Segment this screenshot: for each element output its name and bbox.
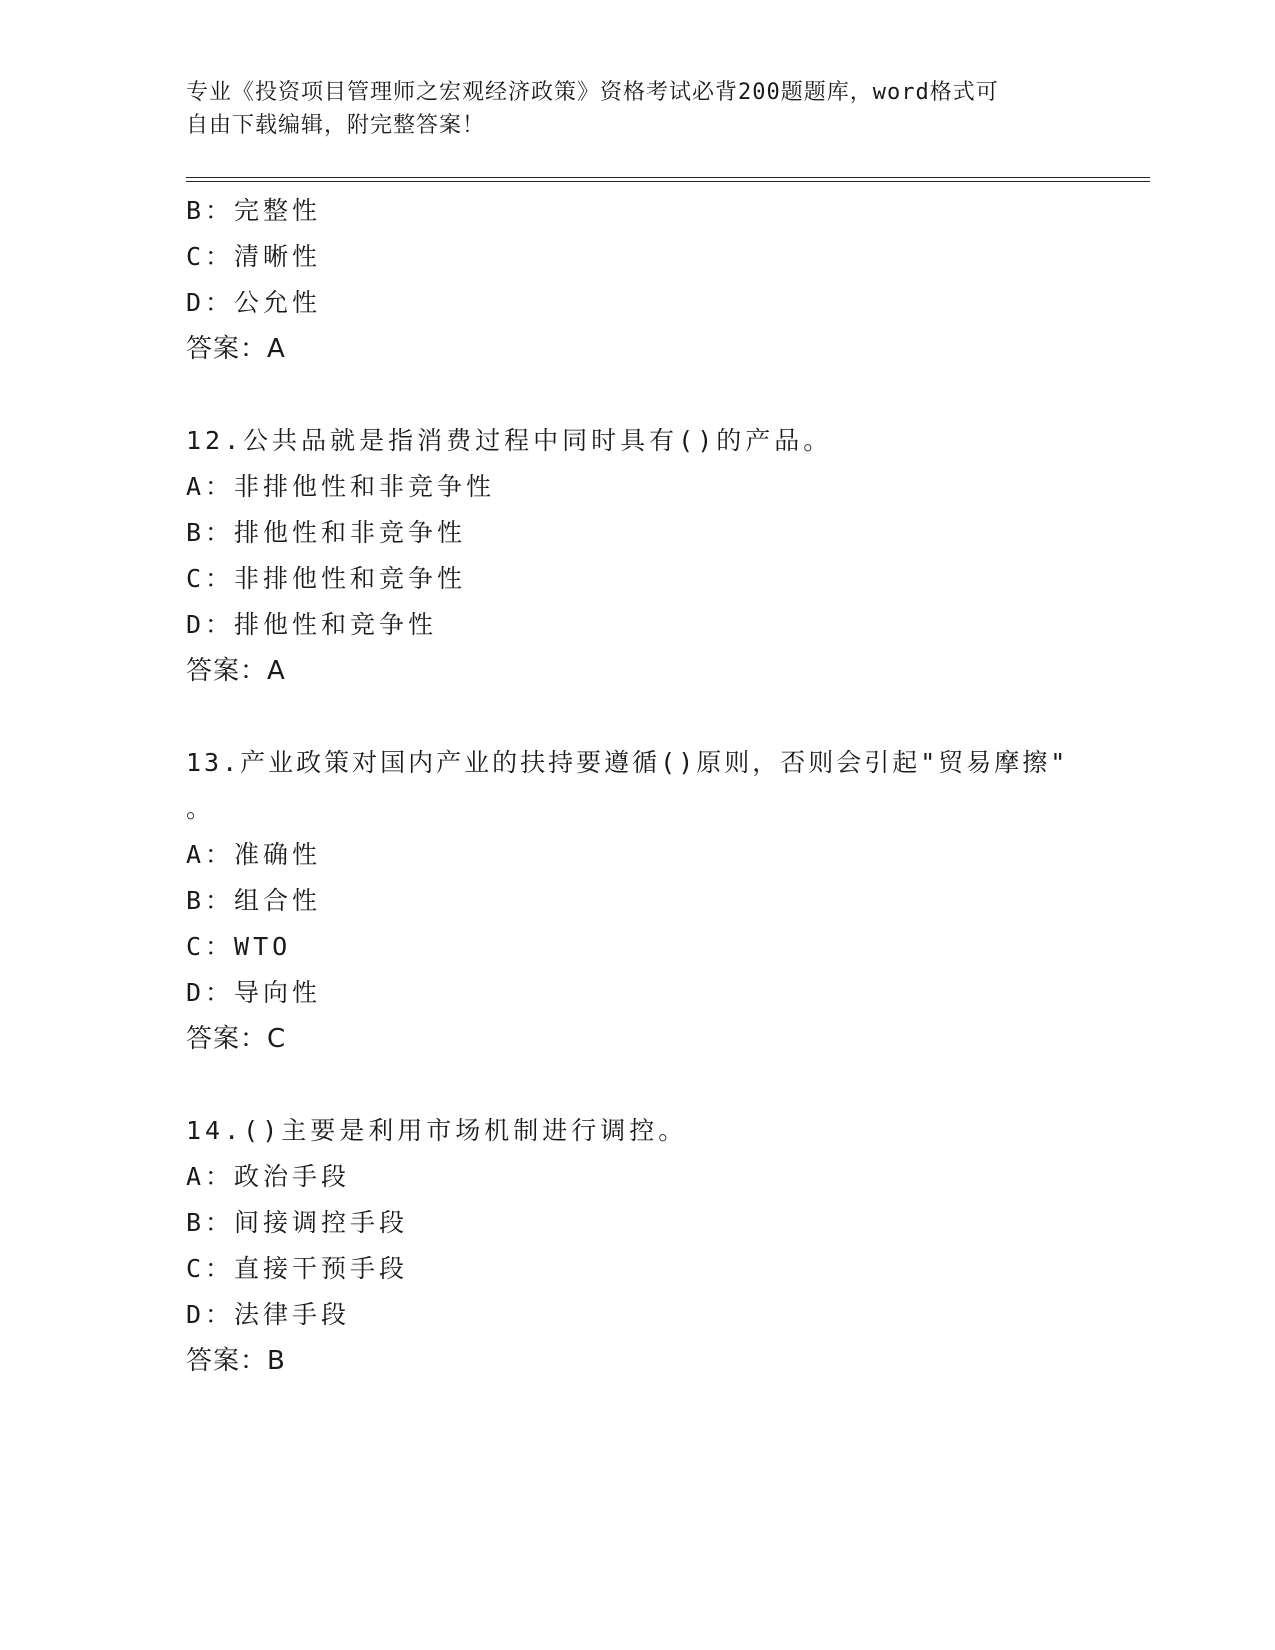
option-b: B：完整性 xyxy=(186,196,322,225)
answer-line: 答案：A xyxy=(186,334,286,364)
option-d: D：导向性 xyxy=(186,978,322,1007)
question-14 xyxy=(186,1108,1150,1384)
option-d: D：法律手段 xyxy=(186,1300,351,1329)
option-c: C：直接干预手段 xyxy=(186,1254,409,1283)
option-a: A：非排他性和非竞争性 xyxy=(186,472,496,501)
answer-line: 答案：C xyxy=(186,1024,287,1054)
answer-line: 答案：A xyxy=(186,656,286,686)
question-text: 13.产业政策对国内产业的扶持要遵循()原则，否则会引起"贸易摩擦" xyxy=(186,748,1069,777)
option-c: C：非排他性和竞争性 xyxy=(186,564,467,593)
question-13 xyxy=(186,740,1150,1062)
question-text: 14.()主要是利用市场机制进行调控。 xyxy=(186,1116,688,1145)
question-12 xyxy=(186,418,1150,694)
option-b: B：间接调控手段 xyxy=(186,1208,409,1237)
header-title-line-2: 自由下载编辑，附完整答案！ xyxy=(186,113,486,138)
document-header xyxy=(186,76,1086,142)
answer-line: 答案：B xyxy=(186,1346,286,1376)
option-b: B：组合性 xyxy=(186,886,322,915)
option-d: D：公允性 xyxy=(186,288,322,317)
question-text: 12.公共品就是指消费过程中同时具有()的产品。 xyxy=(186,426,833,455)
option-a: A：政治手段 xyxy=(186,1162,351,1191)
option-c: C：清晰性 xyxy=(186,242,322,271)
previous-question-continuation xyxy=(186,188,1150,372)
question-text-tail: 。 xyxy=(186,794,212,823)
question-list xyxy=(186,188,1150,1384)
header-divider xyxy=(186,177,1150,182)
header-title-line-1: 专业《投资项目管理师之宏观经济政策》资格考试必背200题题库，word格式可 xyxy=(186,80,999,105)
option-c: C：WTO xyxy=(186,932,292,961)
option-a: A：准确性 xyxy=(186,840,322,869)
option-b: B：排他性和非竞争性 xyxy=(186,518,467,547)
option-d: D：排他性和竞争性 xyxy=(186,610,438,639)
